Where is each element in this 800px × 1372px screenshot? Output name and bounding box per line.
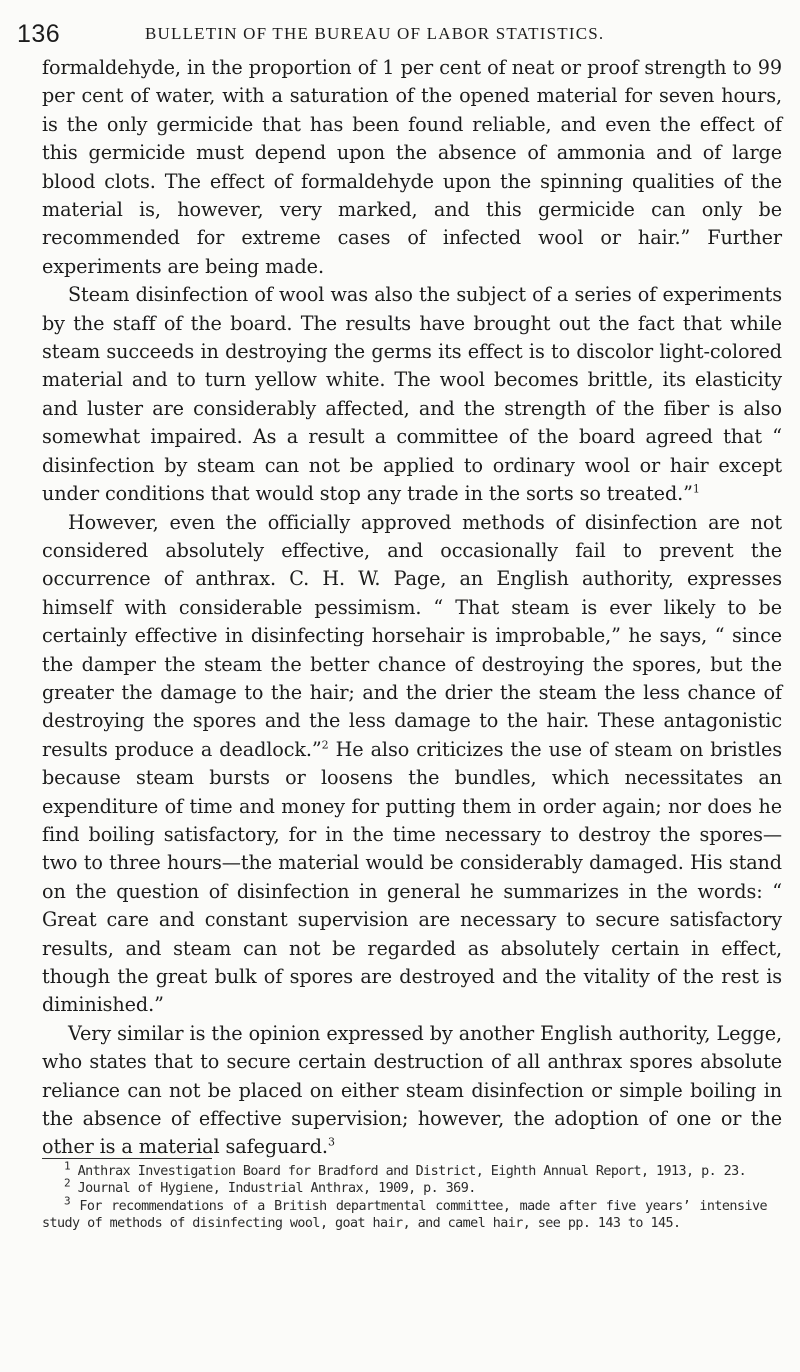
paragraph: However, even the officially approved methods of disinfection are not considered absolutely effective, and occasionally fail to prevent the occurrence of anthrax. C. H. W. Page, an English authority, expresses himself with considerable pessimism. “ That steam is ever likely to be certainly effective in disinfecting horsehair is improbable,” he says, “ since the damper the steam the better chance of destroying the spores, but the greater the damage to the hair; and the drier the steam the less chance of destroying the spores and the less damage to the hair. These antagonistic results produce a deadlock.”$^2$ He also criticizes the use of steam on bristles because steam bursts or loosens the bundles, which necessitates an expenditure of time and money for putting them in order again; nor does he find boiling satisfactory, for in the time necessary to destroy the spores—two to three hours—the material would be considerably damaged. His stand on the question of disinfection in general he summarizes in the words: “ Great care and constant supervision are necessary to secure satisfactory results, and steam can not be regarded as absolutely certain in effect, though the great bulk of spores are destroyed and the vitality of the rest is diminished.” bbox=[42, 510, 782, 1017]
running-head: BULLETIN OF THE BUREAU OF LABOR STATISTICS. bbox=[145, 24, 605, 43]
page-number: 136 bbox=[17, 20, 61, 48]
footnote: $^1$ Anthrax Investigation Board for Bradford and District, Eighth Annual Report, 1913, p. 23. bbox=[64, 1159, 747, 1179]
paragraph: Steam disinfection of wool was also the subject of a series of experiments by the staff of the board. The results have brought out the fact that while steam succeeds in destroying the germs its effect is to discolor light-colored material and to turn yellow white. The wool becomes brittle, its elasticity and luster are considerably affected, and the strength of the fiber is also somewhat impaired. As a result a committee of the board agreed that “ disinfection by steam can not be applied to ordinary wool or hair except under conditions that would stop any trade in the sorts so treated.”$^1$ bbox=[42, 283, 782, 506]
body-text bbox=[42, 54, 782, 1162]
footnote: $^3$ For recommendations of a British departmental committee, made after five years’ intensive study of methods of disinfecting wool, goat hair, and camel hair, see pp. 143 to 145. bbox=[42, 1194, 767, 1232]
footnote-mark: 1 bbox=[64, 1159, 71, 1173]
footnote-mark: 2 bbox=[64, 1176, 71, 1190]
paragraph: Very similar is the opinion expressed by another English authority, Legge, who states that to secure certain destruction of all anthrax spores absolute reliance can not be placed on either steam disinfection or simple boiling in the absence of effective supervision; however, the adoption of one or the other is a material safeguard.$^3$ bbox=[42, 1021, 782, 1159]
footnote: $^2$ Journal of Hygiene, Industrial Anthrax, 1909, p. 369. bbox=[64, 1176, 476, 1197]
footnote-mark: 3 bbox=[64, 1194, 71, 1208]
footnotes bbox=[42, 1159, 767, 1233]
paragraph: formaldehyde, in the proportion of 1 per cent of neat or proof strength to 99 per cent of water, with a saturation of the opened material for seven hours, is the only germicide that has been found reliable, and even the effect of this germicide must depend upon the absence of ammonia and of large blood clots. The effect of formaldehyde upon the spinning qualities of the material is, however, very marked, and this germicide can only be recommended for extreme cases of infected wool or hair.” Further experiments are being made. bbox=[42, 56, 782, 278]
footnote-ref[interactable]: 2 bbox=[321, 738, 329, 752]
page-header bbox=[17, 20, 787, 50]
footnote-ref[interactable]: 1 bbox=[692, 482, 700, 496]
footnote-ref[interactable]: 3 bbox=[327, 1136, 335, 1150]
